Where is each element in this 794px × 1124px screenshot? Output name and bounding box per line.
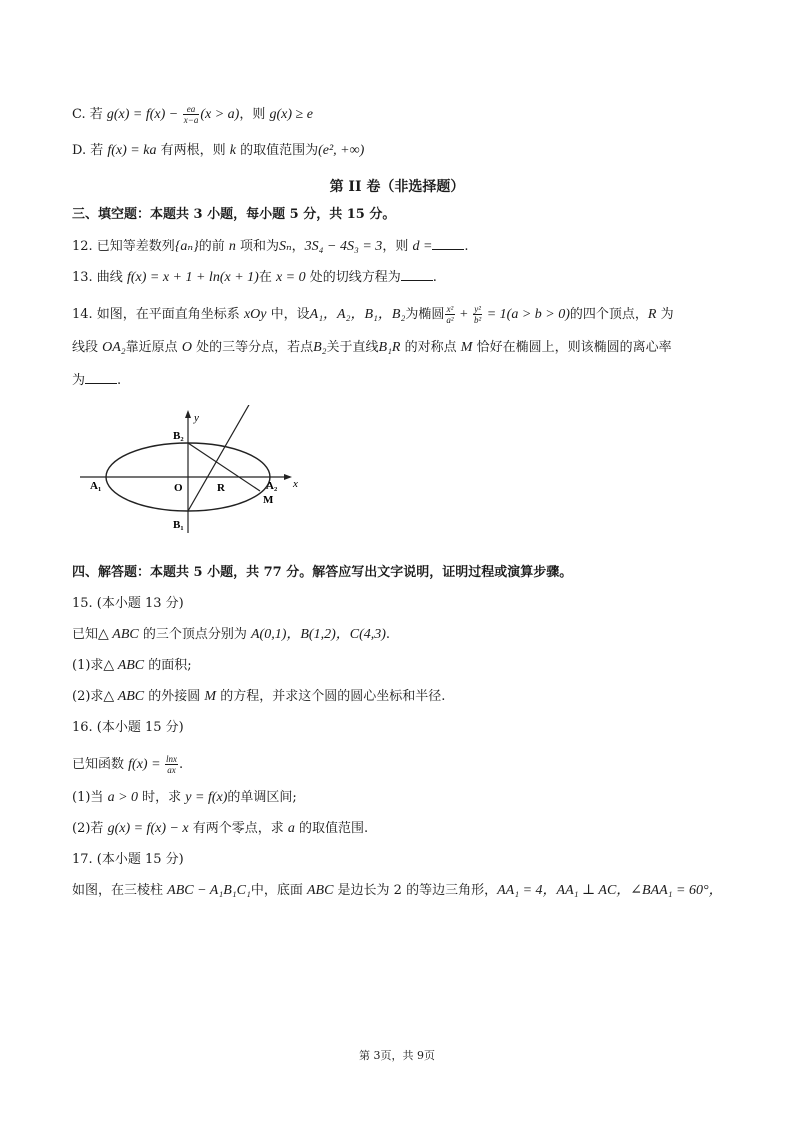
- option-c-fraction: [183, 104, 200, 125]
- q12-d: d =: [412, 239, 433, 254]
- q13-text-b: 在: [258, 270, 276, 285]
- q14-l2-c: 处的三等分点，若点: [191, 340, 314, 355]
- q15-stem-c: .: [385, 627, 391, 642]
- question-14: [72, 304, 674, 325]
- label-b2: B₂: [173, 430, 184, 442]
- q12-end: .: [464, 239, 469, 254]
- q16-p1-b: 时，求: [138, 790, 186, 805]
- q16-part1: [72, 790, 297, 806]
- q17-cond: AA₁ = 4，AA₁ ⊥ AC，∠BAA₁ = 60°，: [497, 883, 723, 898]
- q12-text-b: 的前: [198, 239, 229, 254]
- q14-R: R: [647, 307, 657, 322]
- q13-text-c: 处的切线方程为: [305, 270, 401, 285]
- q14-text-a: 14. 如图，在平面直角坐标系: [72, 307, 244, 322]
- q14-text-c: 为椭圆: [405, 307, 445, 322]
- q15-p2-tri: △ ABC: [103, 689, 145, 704]
- q16-p1-y: y = f(x): [185, 790, 228, 805]
- q16-p2-g: g(x) = f(x) − x: [107, 821, 189, 836]
- q14-end: .: [117, 373, 122, 388]
- q14-fy-num: y²: [474, 304, 481, 314]
- q14-l2-e: 的对称点: [400, 340, 461, 355]
- section2-title: 第 II 卷（非选择题）: [329, 179, 465, 195]
- option-d-eq: f(x) = ka: [107, 143, 157, 158]
- q15-p2-a: (2)求: [72, 689, 104, 704]
- q14-l2-a: 线段: [72, 340, 103, 355]
- part4-heading: 四、解答题：本题共 5 小题，共 77 分。解答应写出文字说明，证明过程或演算步骤。: [72, 565, 573, 580]
- q15-p2-c: 的方程，并求这个圆的圆心坐标和半径.: [216, 689, 446, 704]
- q14-O: O: [181, 340, 192, 355]
- q14-text-b: 中，设: [266, 307, 310, 322]
- label-r: R: [217, 482, 225, 494]
- q12-text-a: 12. 已知等差数列: [72, 239, 175, 254]
- label-y: y: [194, 412, 199, 424]
- q14-OA2: OA₂: [102, 340, 126, 355]
- answer-blank: [432, 238, 464, 250]
- q14-fraction-x: [445, 304, 454, 325]
- option-c-label: C. 若: [72, 107, 107, 122]
- q17-title: 17. (本小题 15 分): [72, 852, 184, 867]
- y-axis-arrow: [185, 410, 191, 418]
- q14-fx-num: x²: [446, 304, 454, 314]
- option-d-label: D. 若: [72, 143, 108, 158]
- q14-fy-den: b²: [474, 315, 482, 325]
- question-14-line3: [72, 372, 121, 389]
- option-c-result: g(x) ≥ e: [269, 107, 313, 122]
- answer-blank: [401, 269, 433, 281]
- question-13: [72, 269, 437, 286]
- label-o: O: [174, 482, 183, 494]
- q15-tri: △ ABC: [98, 627, 139, 642]
- q14-fx-den: a²: [446, 315, 454, 325]
- q17-stem: [72, 883, 723, 899]
- q17-prism: ABC − A₁B₁C₁: [167, 883, 251, 898]
- q13-text-a: 13. 曲线: [72, 270, 127, 285]
- label-x: x: [293, 478, 298, 490]
- q14-points: A₁，A₂，B₁，B₂: [309, 307, 406, 322]
- q15-points: A(0,1)，B(1,2)，C(4,3): [251, 627, 386, 642]
- q14-eq: = 1(a > b > 0): [483, 307, 570, 322]
- q12-n: n: [228, 239, 236, 254]
- option-c-g: g(x) = f(x) −: [106, 107, 182, 122]
- q17-c: 是边长为 2 的等边三角形，: [333, 883, 498, 898]
- q12-eq: 3S₄ − 4S₃ = 3: [304, 239, 383, 254]
- q14-text-e: 为: [656, 307, 674, 322]
- q14-B1R: B₁R: [378, 340, 401, 355]
- q14-l3: 为: [72, 373, 86, 388]
- q16-p2-b: 有两个零点，求: [188, 821, 288, 836]
- q16-den: ax: [167, 765, 176, 775]
- label-b1: B₁: [173, 519, 184, 531]
- option-d-mid: 有两根，则: [156, 143, 230, 158]
- option-c-fraction-num: ea: [183, 104, 200, 115]
- q13-x: x = 0: [275, 270, 306, 285]
- q15-part2: [72, 689, 445, 705]
- q16-p1-a: (1)当: [72, 790, 108, 805]
- q16-fraction: [165, 754, 178, 775]
- q14-M: M: [460, 340, 473, 355]
- q15-stem-b: 的三个顶点分别为: [138, 627, 251, 642]
- q16-p2-a: (2)若: [72, 821, 108, 836]
- q15-p2-M: M: [204, 689, 217, 704]
- q14-l2-d: 关于直线: [326, 340, 379, 355]
- answer-blank: [85, 372, 117, 384]
- q14-fraction-y: [473, 304, 482, 325]
- ellipse-figure: [80, 405, 310, 535]
- q16-stem-b: .: [179, 757, 184, 772]
- q14-B2: B₂: [313, 340, 327, 355]
- q15-part1: [72, 658, 192, 674]
- q16-p1-c: 的单调区间;: [227, 790, 297, 805]
- q16-p2-c: 的取值范围.: [294, 821, 369, 836]
- q16-p1-cond: a > 0: [107, 790, 139, 805]
- q14-plus: +: [455, 307, 472, 322]
- q16-stem: [72, 754, 183, 775]
- q16-num: lnx: [166, 754, 178, 764]
- page-footer: 第 3页，共 9页: [359, 1049, 435, 1062]
- label-m: M: [263, 494, 274, 506]
- option-c: [72, 104, 313, 125]
- option-c-then: ，则: [239, 107, 270, 122]
- q14-l2-f: 恰好在椭圆上，则该椭圆的离心率: [472, 340, 672, 355]
- q12-text-d: ，: [291, 239, 305, 254]
- q17-ABC: ABC: [306, 883, 334, 898]
- q13-end: .: [432, 270, 437, 285]
- q15-p2-b: 的外接圆: [144, 689, 205, 704]
- q15-p1-tri: △ ABC: [103, 658, 145, 673]
- q16-part2: [72, 821, 368, 837]
- label-a2: A₂: [266, 480, 278, 492]
- option-c-fraction-den: x−a: [183, 115, 199, 125]
- option-c-cond: (x > a): [200, 107, 240, 122]
- option-d-k: k: [229, 143, 236, 158]
- part3-heading: 三、填空题：本题共 3 小题，每小题 5 分，共 15 分。: [72, 207, 396, 222]
- q15-stem-a: 已知: [72, 627, 99, 642]
- question-12: [72, 238, 469, 255]
- q16-stem-a: 已知函数: [72, 757, 129, 772]
- q12-text-c: 项和为: [235, 239, 279, 254]
- label-a1: A₁: [90, 480, 102, 492]
- q14-l2-b: 靠近原点: [125, 340, 182, 355]
- option-d-range: (e², +∞): [318, 143, 365, 158]
- q14-text-d: 的四个顶点，: [569, 307, 648, 322]
- q17-b: 中，底面: [250, 883, 307, 898]
- q15-title: 15. (本小题 13 分): [72, 596, 184, 611]
- option-d: [72, 143, 364, 159]
- q12-seq: {aₙ}: [174, 239, 199, 254]
- q15-p1-b: 的面积;: [144, 658, 192, 673]
- q16-p2-a-var: a: [287, 821, 295, 836]
- q15-p1-a: (1)求: [72, 658, 104, 673]
- q16-f: f(x) =: [128, 757, 165, 772]
- q14-xoy: xOy: [243, 307, 267, 322]
- q15-stem: [72, 627, 390, 643]
- q16-title: 16. (本小题 15 分): [72, 720, 184, 735]
- q12-text-e: ，则: [382, 239, 413, 254]
- q12-S: Sₙ: [278, 239, 292, 254]
- q13-f: f(x) = x + 1 + ln(x + 1): [126, 270, 259, 285]
- question-14-line2: [72, 340, 672, 356]
- x-axis-arrow: [284, 474, 292, 480]
- option-d-tail: 的取值范围为: [235, 143, 319, 158]
- q17-a: 如图，在三棱柱: [72, 883, 168, 898]
